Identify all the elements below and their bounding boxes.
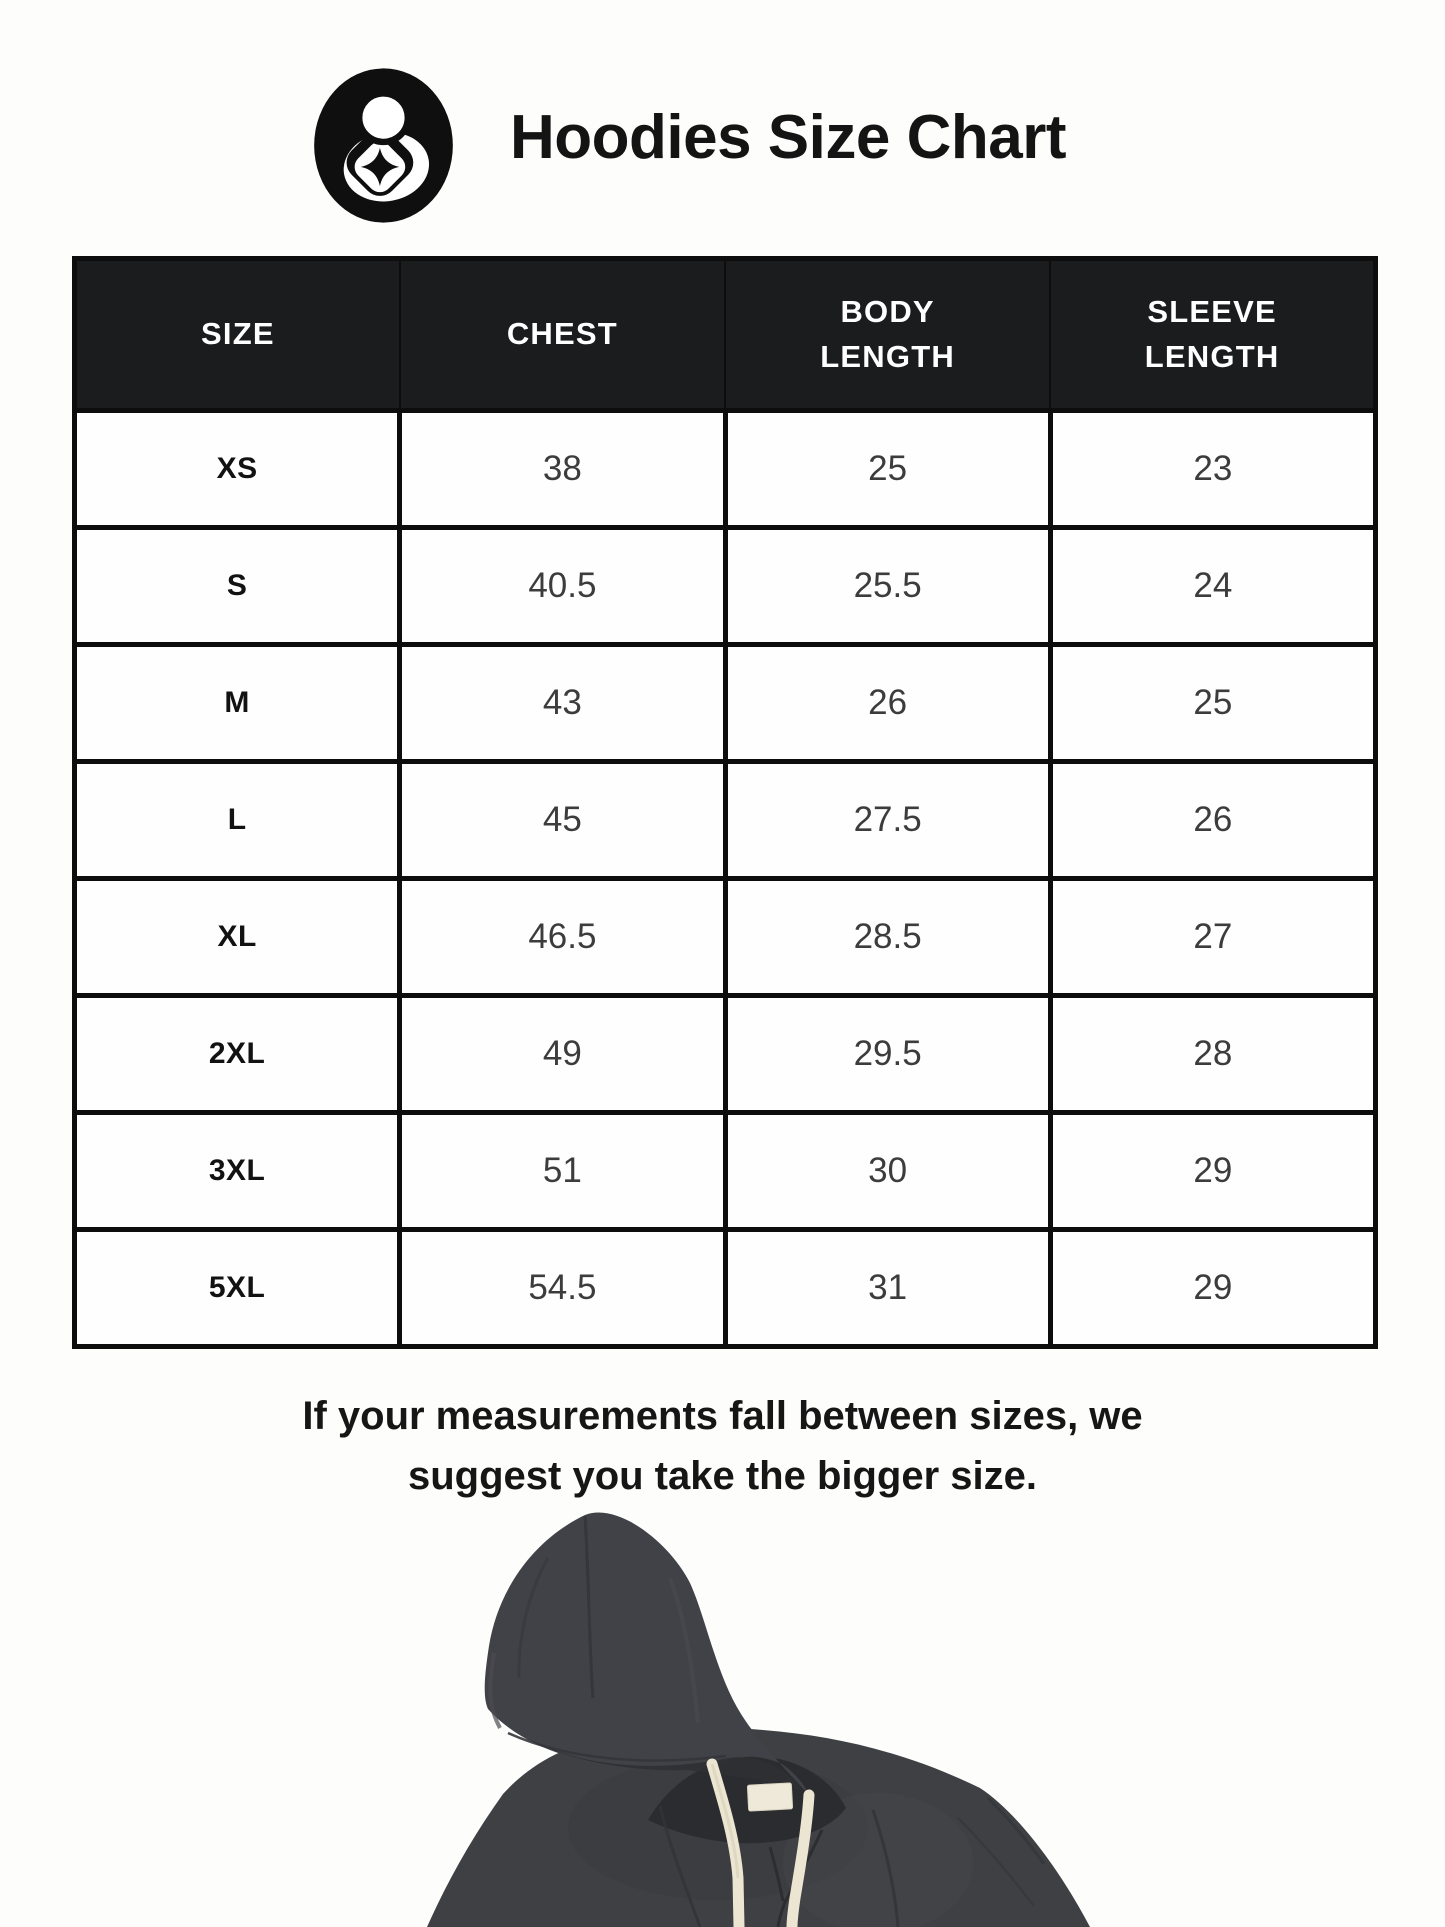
size-cell: S (75, 528, 400, 645)
body-length-cell: 30 (725, 1113, 1050, 1230)
sleeve-length-cell: 26 (1050, 762, 1375, 879)
size-cell: 3XL (75, 1113, 400, 1230)
table-row (75, 528, 1376, 645)
size-cell: XL (75, 879, 400, 996)
table-row (75, 645, 1376, 762)
table-header-row (75, 259, 1376, 411)
column-header-label: BODY LENGTH (820, 293, 955, 374)
size-cell: 2XL (75, 996, 400, 1113)
chest-cell: 54.5 (400, 1230, 725, 1347)
sleeve-length-cell: 27 (1050, 879, 1375, 996)
table-row (75, 1113, 1376, 1230)
column-header-label: CHEST (506, 316, 618, 352)
chest-cell: 38 (400, 411, 725, 528)
size-cell: L (75, 762, 400, 879)
chest-cell: 46.5 (400, 879, 725, 996)
body-length-cell: 31 (725, 1230, 1050, 1347)
parent-holding-baby-icon (312, 67, 455, 224)
table-row (75, 762, 1376, 879)
size-chart-table (72, 256, 1378, 1349)
table-row (75, 411, 1376, 528)
sleeve-length-cell: 23 (1050, 411, 1375, 528)
hoodie-hood (485, 1513, 809, 1795)
sleeve-length-cell: 28 (1050, 996, 1375, 1113)
chest-cell: 51 (400, 1113, 725, 1230)
body-length-cell: 29.5 (725, 996, 1050, 1113)
chest-cell: 45 (400, 762, 725, 879)
size-note (0, 1386, 1445, 1506)
neck-tag (747, 1783, 792, 1811)
table-row (75, 996, 1376, 1113)
column-header-label: SIZE (201, 316, 275, 352)
body-length-cell: 25.5 (725, 528, 1050, 645)
size-cell: 5XL (75, 1230, 400, 1347)
body-length-cell: 26 (725, 645, 1050, 762)
sleeve-length-cell: 24 (1050, 528, 1375, 645)
size-note-line: suggest you take the bigger size. (407, 1454, 1038, 1498)
chest-cell: 49 (400, 996, 725, 1113)
body-length-cell: 28.5 (725, 879, 1050, 996)
column-header-chest (400, 259, 725, 411)
table-row (75, 879, 1376, 996)
body-length-cell: 27.5 (725, 762, 1050, 879)
body-length-cell: 25 (725, 411, 1050, 528)
size-cell: XS (75, 411, 400, 528)
column-header-sleeve-length (1050, 259, 1375, 411)
size-cell: M (75, 645, 400, 762)
size-note-line: If your measurements fall between sizes, we (302, 1394, 1143, 1438)
page-title: Hoodies Size Chart (510, 103, 1066, 172)
sleeve-length-cell: 29 (1050, 1113, 1375, 1230)
sleeve-length-cell: 29 (1050, 1230, 1375, 1347)
column-header-size (75, 259, 400, 411)
chest-cell: 40.5 (400, 528, 725, 645)
chest-cell: 43 (400, 645, 725, 762)
sleeve-length-cell: 25 (1050, 645, 1375, 762)
column-header-label: SLEEVE LENGTH (1144, 293, 1280, 374)
charcoal-pullover-hoodie-photo (298, 1498, 1148, 1927)
column-header-body-length (725, 259, 1050, 411)
table-row (75, 1230, 1376, 1347)
